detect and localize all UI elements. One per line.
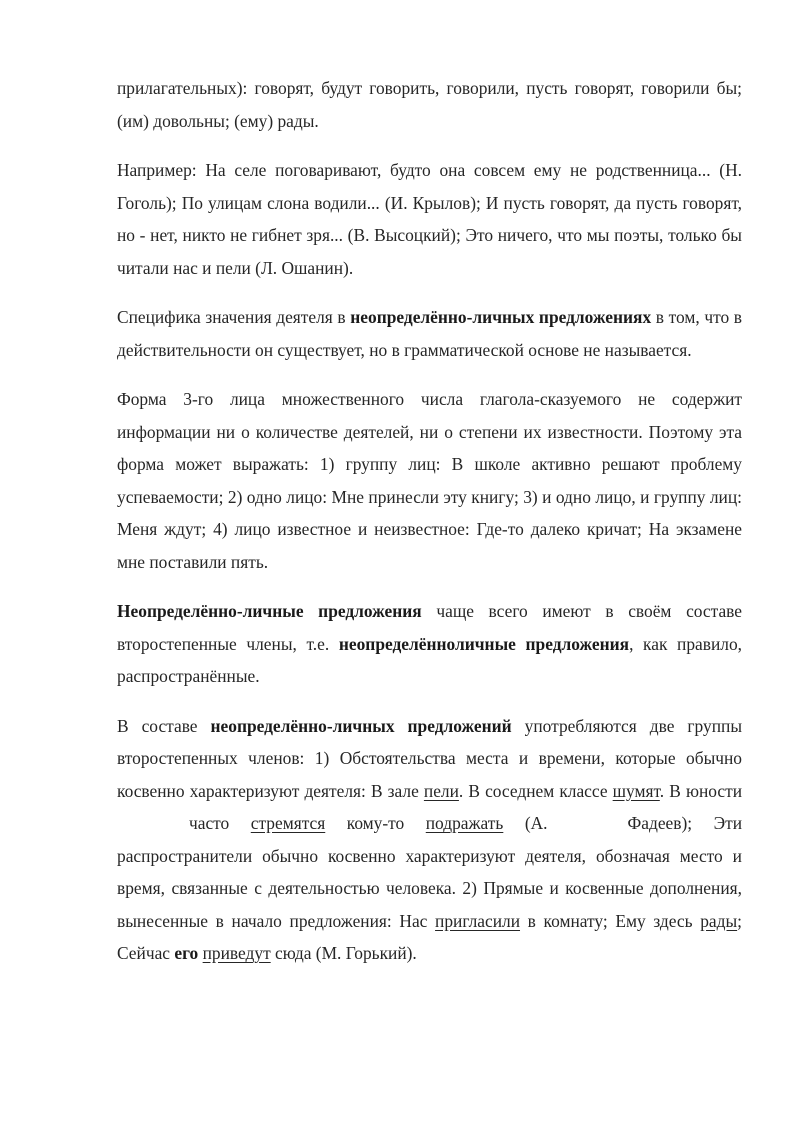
bold-term: неопределённо-личных предложений <box>210 715 512 736</box>
text: ; Сейчас <box>117 910 742 963</box>
text: сюда (М. Горький). <box>270 943 417 963</box>
text: Форма 3-го лица множественного числа глагола-сказуемого не содержит информации ни о количестве деятелей, ни о степени их известности. Поэтому эта форма может выражать: 1) группу лиц: В школе активно решают проблему успеваемости; 2) одно лицо: Мне принесли эту книгу; 3) и одно лицо, и группу лиц: Меня ждут; 4) лицо известное и неизвестное: Где-то далеко кричат; На экзамене мне поставили пять. <box>117 389 742 572</box>
text: . В юности <box>659 780 743 801</box>
paragraph-specifics <box>117 301 742 366</box>
text: употребляются две группы второстепенных членов: 1) Обстоятельства места и времени, которые обычно косвенно характеризуют деятеля: В зале <box>117 715 743 801</box>
text: Например: На селе поговаривают, будто она совсем ему не родственница... (Н. Гоголь); По улицам слона водили... (И. Крылов); И пусть говорят, да пусть говорят, но - нет, никто не гибнет зря... (В. Высоцкий); Это ничего, что мы поэты, только бы читали нас и пели (Л. Ошанин). <box>117 160 742 278</box>
text: чаще всего имеют в своём составе второстепенные члены, т.е. <box>117 601 742 654</box>
text: в том, что в действительности он существует, но в грамматической основе не называется. <box>117 307 742 360</box>
paragraph-quotes-examples <box>117 154 742 284</box>
text: Специфика значения деятеля в <box>117 307 351 327</box>
text: (А. <box>503 813 548 833</box>
text: в комнату; Ему здесь <box>520 910 701 931</box>
paragraph-verb-form <box>117 383 742 578</box>
paragraph-adjectives-examples <box>117 72 742 137</box>
document-page <box>117 72 742 987</box>
underlined-predicate: рады <box>700 910 738 931</box>
underlined-predicate: шумят <box>612 780 660 801</box>
text: В составе <box>117 715 211 736</box>
bold-term: его <box>174 943 199 963</box>
text: , как правило, распространённые. <box>117 633 742 686</box>
bold-term: Неопределённо-личные предложения <box>117 601 422 621</box>
underlined-predicate: подражать <box>425 813 504 833</box>
text: кому-то <box>325 813 426 833</box>
paragraph-member-groups <box>117 710 742 970</box>
text: часто <box>189 813 251 833</box>
text: . В соседнем классе <box>458 780 613 801</box>
bold-term: неопределённоличные предложения <box>338 633 630 654</box>
paragraph-secondary-members <box>117 595 742 693</box>
text: прилагательных): говорят, будут говорить, говорили, пусть говорят, говорили бы; (им) довольны; (ему) рады. <box>117 78 742 131</box>
underlined-predicate: стремятся <box>250 813 326 833</box>
underlined-predicate: приведут <box>202 943 271 963</box>
bold-term: неопределённо-личных предложениях <box>350 307 652 327</box>
underlined-predicate: пели <box>423 780 459 801</box>
text: Фадеев); Эти распространители обычно косвенно характеризуют деятеля, обозначая место и время, связанные с деятельностью человека. 2) Прямые и косвенные дополнения, вынесенные в начало предложения: Нас <box>117 813 742 931</box>
underlined-predicate: пригласили <box>435 910 521 931</box>
